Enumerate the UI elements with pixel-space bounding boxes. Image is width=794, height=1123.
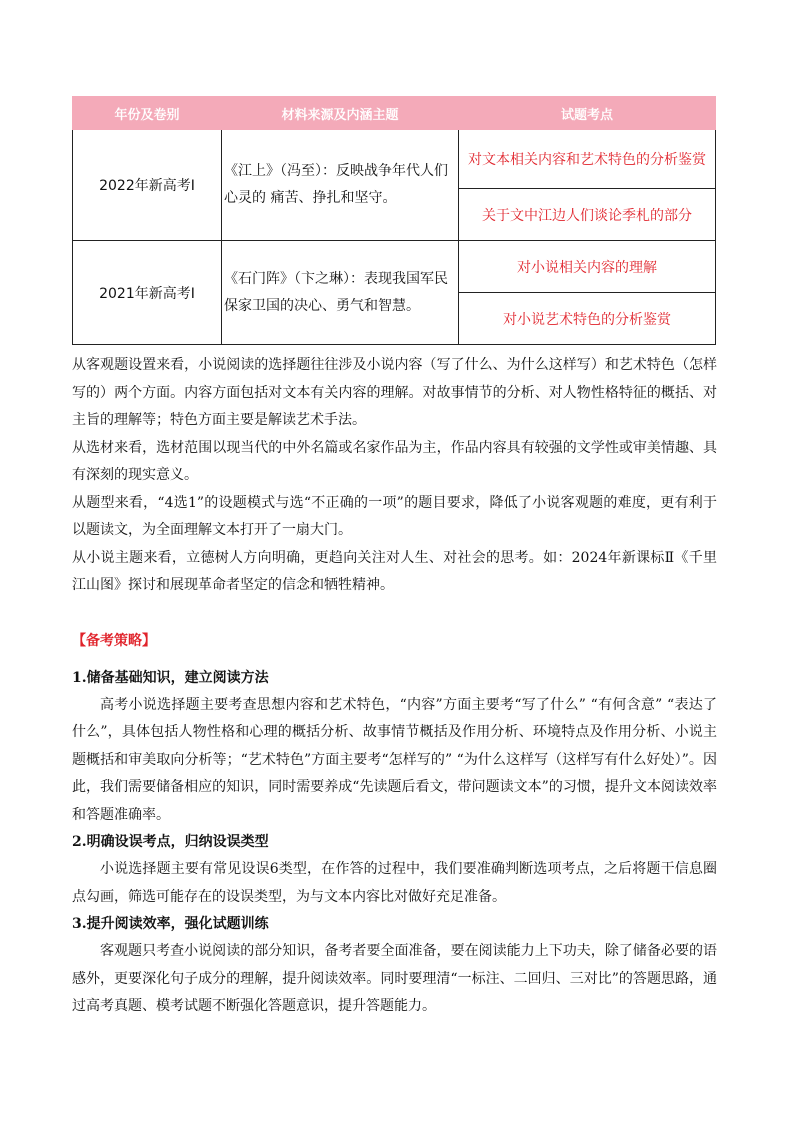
header-points: 试题考点 <box>459 97 716 130</box>
analysis-paragraph: 从选材来看，选材范围以现当代的中外名篇或名家作品为主，作品内容具有较强的文学性或审美情趣、具有深刻的现实意义。 <box>72 439 717 483</box>
strategy-title: 1.储备基础知识，建立阅读方法 <box>72 669 269 686</box>
analysis-paragraph: 从题型来看，“4选1”的设题模式与选“不正确的一项”的题目要求，降低了小说客观题的难度，更有利于以题读文，为全面理解文本打开了一扇大门。 <box>72 494 717 538</box>
strategy-body: 小说选择题主要有常见设误6类型，在作答的过程中，我们要准确判断选项考点，之后将题干信息圈点勾画，筛选可能存在的设误类型，为与文本内容比对做好充足准备。 <box>72 861 717 905</box>
analysis-paragraph: 从小说主题来看，立德树人方向明确，更趋向关注对人生、对社会的思考。如：2024年新课标Ⅱ《千里江山图》探讨和展现革命者坚定的信念和牺牲精神。 <box>72 549 717 593</box>
exam-table <box>72 96 716 345</box>
analysis-section <box>72 352 717 600</box>
header-year: 年份及卷别 <box>73 97 222 130</box>
table-header-row <box>73 97 716 130</box>
header-material: 材料来源及内涵主题 <box>222 97 459 130</box>
strategy-body: 高考小说选择题主要考查思想内容和艺术特色，“内容”方面主要考“写了什么” “有何含意” “表达了什么”，具体包括人物性格和心理的概括分析、故事情节概括及作用分析、环境特点及作用分析、小说主题概括和审美取向分析等；“艺术特色”方面主要考“怎样写的” “为什么这样写（这样写有什么好处）”。因此，我们需要储备相应的知识，同时需要养成“先读题后看文，带问题读文本”的习惯，提升文本阅读效率和答题准确率。 <box>72 696 717 823</box>
strategy-body: 客观题只考查小说阅读的部分知识，备考者要全面准备，要在阅读能力上下功夫，除了储备必要的语感外，更要深化句子成分的理解，提升阅读效率。同时要理清“一标注、二回归、三对比”的答题思路，通过高考真题、模考试题不断强化答题意识，提升答题能力。 <box>72 943 717 1014</box>
strategy-section <box>72 665 717 1021</box>
row-point: 对小说艺术特色的分析鉴赏 <box>459 293 716 345</box>
row-material: 《石门阵》（卞之琳）：表现我国军民保家卫国的决心、勇气和智慧。 <box>222 241 459 345</box>
row-material: 《江上》（冯至）：反映战争年代人们心灵的 痛苦、挣扎和坚守。 <box>222 130 459 241</box>
analysis-paragraph: 从客观题设置来看，小说阅读的选择题往往涉及小说内容（写了什么、为什么这样写）和艺术特色（怎样写的）两个方面。内容方面包括对文本有关内容的理解。对故事情节的分析、对人物性格特征的概括、对主旨的理解等；特色方面主要是解读艺术手法。 <box>72 357 717 428</box>
strategy-title: 3.提升阅读效率，强化试题训练 <box>72 916 269 932</box>
row-point: 对文本相关内容和艺术特色的分析鉴赏 <box>459 130 716 189</box>
table-row <box>73 241 716 293</box>
row-point: 对小说相关内容的理解 <box>459 241 716 293</box>
table-row <box>73 130 716 189</box>
strategy-title: 2.明确设误考点，归纳设误类型 <box>72 834 269 850</box>
page <box>72 96 717 1021</box>
row-year: 2022年新高考Ⅰ <box>73 130 222 241</box>
row-year: 2021年新高考Ⅰ <box>73 241 222 345</box>
strategy-heading: 【备考策略】 <box>72 632 156 649</box>
row-point: 关于文中江边人们谈论季札的部分 <box>459 189 716 241</box>
